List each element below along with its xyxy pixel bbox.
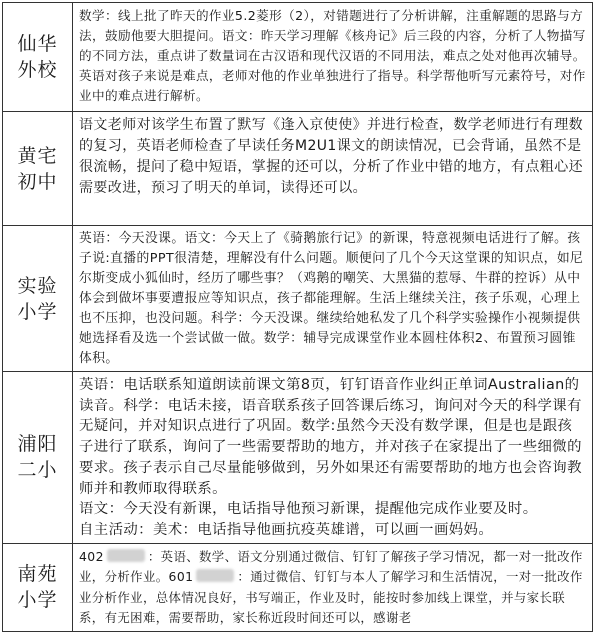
entry-text: 数学：线上批了昨天的作业5.2菱形（2），对错题进行了分析讲解，注重解题的思路与方法，鼓励他要大胆提问。语文：昨天学习理解《核舟记》后三段的内容，分析了人物描写的不同方法，重点讲了数量词在古汉语和现代汉语的不同用法，难点之处对他再次辅导。英语对孩子来说是难点，老师对他的作业单独进行了指导。科学帮他听写元素符号，对作业中的难点进行解析。 xyxy=(79,8,586,103)
entry-cell xyxy=(73,543,593,631)
table-row xyxy=(3,226,593,372)
table-row xyxy=(3,372,593,544)
entry-cell xyxy=(73,226,593,372)
school-cell xyxy=(3,372,73,544)
table-row xyxy=(3,112,593,226)
table-row xyxy=(3,543,593,631)
entry-cell xyxy=(73,372,593,544)
entry-cell xyxy=(73,112,593,226)
class-note: ：英语、数学、语文分别通过微信、钉钉了解孩子学习情况，都一对一批改作业，分析作业。 xyxy=(79,548,583,585)
entry-text: 语文：今天没有新课，电话指导他预习新课，提醒他完成作业要及时。 xyxy=(79,501,538,518)
school-cell xyxy=(3,112,73,226)
report-table xyxy=(2,2,593,632)
entry-text: 英语：今天没课。语文：今天上了《骑鹅旅行记》的新课，特意视频电话进行了解。孩子说:直播的PPT很清楚，理解没有什么问题。顺便问了几个今天这堂课的知识点，如尼尔斯变成小狐仙时，经历了哪些事？（鸡鹅的嘲笑、大黑猫的惹辱、牛群的控诉）从中体会到做坏事要遭报应等知识点，孩子都能理解。生活上继续关注，孩子乐观，心理上也不压抑，也没问题。科学：今天没课。继续给她私发了几个科学实验操作小视频提供她选择看及选一个尝试做一做。数学：辅导完成课堂作业本圆柱体积2、布置预习圆锥体积。 xyxy=(79,231,584,366)
school-name: 南苑小学 xyxy=(17,563,58,612)
redaction-mark xyxy=(196,569,234,582)
school-name: 仙华外校 xyxy=(17,33,58,81)
class-note: ：通过微信、钉钉与本人了解学习和生活情况，一对一批改作业分析作业，总体情况良好，书写端正，作业及时，能按时参加线上课堂，并与家长联系，有无困难，需要帮助，家长称近段时间还可以，感谢老 xyxy=(79,569,583,626)
school-cell xyxy=(3,226,73,372)
entry-cell xyxy=(73,3,593,112)
school-cell xyxy=(3,3,73,112)
redaction-mark xyxy=(107,549,145,562)
entry-text xyxy=(79,547,587,629)
entry-text: 英语：电话联系知道朗读前课文第8页，钉钉语音作业纠正单词Australian的读音。科学：电话未接，语音联系孩子回答课后练习，询问对今天的科学课有无疑问，并对知识点进行了巩固。数学:虽然今天没有数学课，但是也是跟孩子进行了联系，询问了一些需要帮助的地方，并对孩子在家提出了一些细微的要求。孩子表示自己尽量能够做到，另外如果还有需要帮助的地方也会咨询教师并和教师取得联系。 xyxy=(79,377,582,497)
school-name: 浦阳二小 xyxy=(17,433,58,482)
entry-text: 语文老师对该学生布置了默写《逢入京使使》并进行检查，数学老师进行有理数的复习，英语老师检查了早读任务M2U1课文的朗读情况，已会背诵，虽然不是很流畅，提问了稳中短语，掌握的还可以，分析了作业中错的地方，有点粗心还需要改进，预习了明天的单词，读得还可以。 xyxy=(79,117,583,196)
table-row xyxy=(3,3,593,112)
school-cell xyxy=(3,543,73,631)
class-number: 402 xyxy=(79,548,104,564)
school-name: 黄宅初中 xyxy=(17,144,58,193)
school-name: 实验小学 xyxy=(17,274,58,323)
class-number: 601 xyxy=(168,569,194,585)
entry-text: 自主活动：美术：电话指导他画抗疫英雄谱，可以画一画妈妈。 xyxy=(79,521,494,538)
